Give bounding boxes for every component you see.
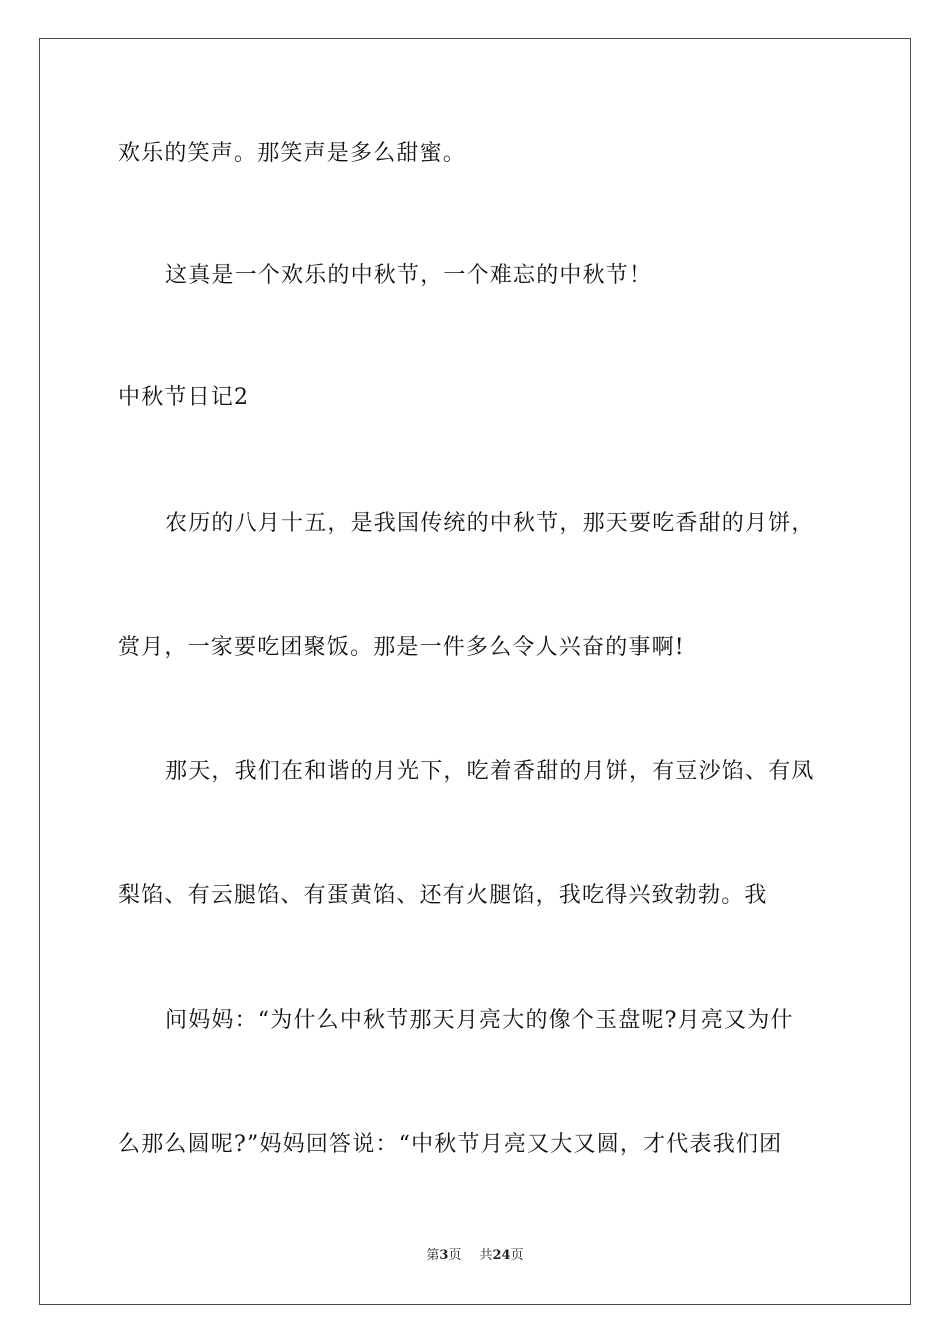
page-footer bbox=[0, 1247, 950, 1265]
total-suffix: 页 bbox=[510, 1248, 524, 1263]
page-border bbox=[39, 38, 911, 1305]
text-line-6: 那天，我们在和谐的月光下，吃着香甜的月饼，有豆沙馅、有凤 bbox=[165, 759, 815, 784]
text-line-5: 赏月，一家要吃团聚饭。那是一件多么令人兴奋的事啊! bbox=[118, 635, 685, 660]
page-prefix: 第 bbox=[426, 1248, 440, 1263]
text-line-7: 梨馅、有云腿馅、有蛋黄馅、还有火腿馅，我吃得兴致勃勃。我 bbox=[118, 883, 768, 908]
page-suffix: 页 bbox=[448, 1248, 462, 1263]
page-number: 3 bbox=[439, 1248, 449, 1263]
total-pages: 24 bbox=[492, 1248, 511, 1263]
total-prefix: 共 bbox=[479, 1248, 493, 1263]
text-line-8: 问妈妈：“为什么中秋节那天月亮大的像个玉盘呢?月亮又为什 bbox=[165, 1008, 794, 1033]
text-line-4: 农历的八月十五，是我国传统的中秋节，那天要吃香甜的月饼， bbox=[165, 511, 815, 536]
section-heading: 中秋节日记2 bbox=[118, 385, 250, 410]
text-line-1: 欢乐的笑声。那笑声是多么甜蜜。 bbox=[118, 141, 467, 166]
text-line-2: 这真是一个欢乐的中秋节，一个难忘的中秋节！ bbox=[165, 263, 653, 288]
text-line-9: 么那么圆呢?”妈妈回答说：“中秋节月亮又大又圆，才代表我们团 bbox=[118, 1132, 783, 1157]
